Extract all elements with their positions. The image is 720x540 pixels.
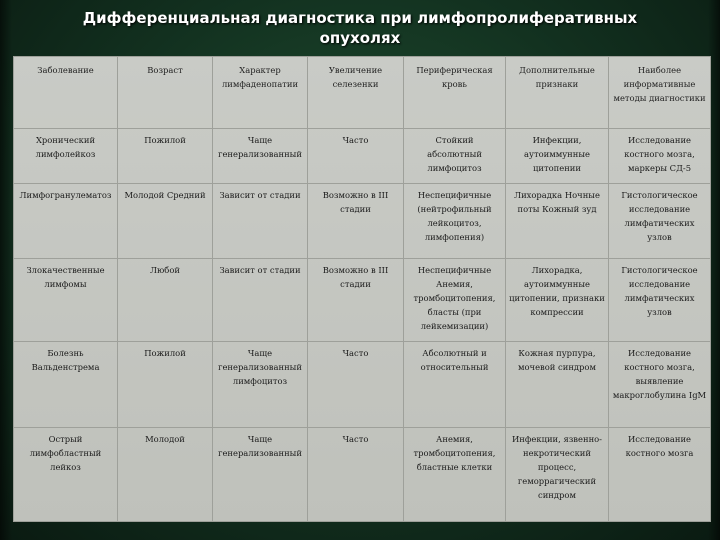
table-cell: Пожилой [118, 129, 213, 184]
table-cell: Любой [118, 259, 213, 342]
table-cell: Стойкий абсолютный лимфоцитоз [404, 129, 506, 184]
table-cell: Неспецифичные (нейтрофильный лейкоцитоз, лимфопения) [404, 184, 506, 259]
table-cell: Болезнь Вальденстрема [14, 342, 118, 428]
table-cell: Исследование костного мозга, маркеры CД-5 [609, 129, 711, 184]
table-cell: Злокачественные лимфомы [14, 259, 118, 342]
table-row [14, 184, 711, 259]
header-spleen: Увеличение селезенки [308, 57, 404, 129]
table-header-row [14, 57, 711, 129]
table-cell: Гистологическое исследование лимфатических узлов [609, 184, 711, 259]
table-cell: Чаще генерализованный [213, 428, 308, 522]
table-cell: Часто [308, 129, 404, 184]
header-lymphadenopathy: Характер лимфаденопатии [213, 57, 308, 129]
table-cell: Кожная пурпура, мочевой синдром [506, 342, 609, 428]
table-cell: Часто [308, 342, 404, 428]
table-cell: Зависит от стадии [213, 259, 308, 342]
table-cell: Абсолютный и относительный [404, 342, 506, 428]
table-cell: Инфекции, аутоиммунные цитопении [506, 129, 609, 184]
table-cell: Исследование костного мозга, выявление макроглобулина IgM [609, 342, 711, 428]
header-age: Возраст [118, 57, 213, 129]
header-peripheral-blood: Периферическая кровь [404, 57, 506, 129]
header-additional-signs: Дополнительные признаки [506, 57, 609, 129]
table-row [14, 129, 711, 184]
table-cell: Часто [308, 428, 404, 522]
table-row [14, 428, 711, 522]
table-cell: Зависит от стадии [213, 184, 308, 259]
header-diagnostic-methods: Наиболее информативные методы диагностики [609, 57, 711, 129]
table-cell: Молодой [118, 428, 213, 522]
table-row [14, 342, 711, 428]
slide-title [0, 8, 720, 48]
table-cell: Анемия, тромбоцитопения, бластные клетки [404, 428, 506, 522]
table-cell: Пожилой [118, 342, 213, 428]
slide-title-line-2: опухолях [319, 29, 401, 47]
table-cell: Лихорадка, аутоиммунные цитопении, признаки компрессии [506, 259, 609, 342]
table-cell: Возможно в III стадии [308, 184, 404, 259]
table-cell: Хронический лимфолейкоз [14, 129, 118, 184]
table-cell: Лихорадка Ночные поты Кожный зуд [506, 184, 609, 259]
table-cell: Возможно в III стадии [308, 259, 404, 342]
table-cell: Гистологическое исследование лимфатических узлов [609, 259, 711, 342]
table-row [14, 259, 711, 342]
differential-diagnosis-table [13, 56, 711, 522]
table-cell: Лимфогранулематоз [14, 184, 118, 259]
slide-title-line-1: Дифференциальная диагностика при лимфопролиферативных [82, 9, 638, 27]
table-cell: Неспецифичные Анемия, тромбоцитопения, бласты (при лейкемизации) [404, 259, 506, 342]
header-disease: Заболевание [14, 57, 118, 129]
table-cell: Молодой Средний [118, 184, 213, 259]
table-cell: Чаще генерализованный лимфоцитоз [213, 342, 308, 428]
table-cell: Исследование костного мозга [609, 428, 711, 522]
table-cell: Инфекции, язвенно-некротический процесс, геморрагический синдром [506, 428, 609, 522]
table-cell: Острый лимфобластный лейкоз [14, 428, 118, 522]
table-cell: Чаще генерализованный [213, 129, 308, 184]
